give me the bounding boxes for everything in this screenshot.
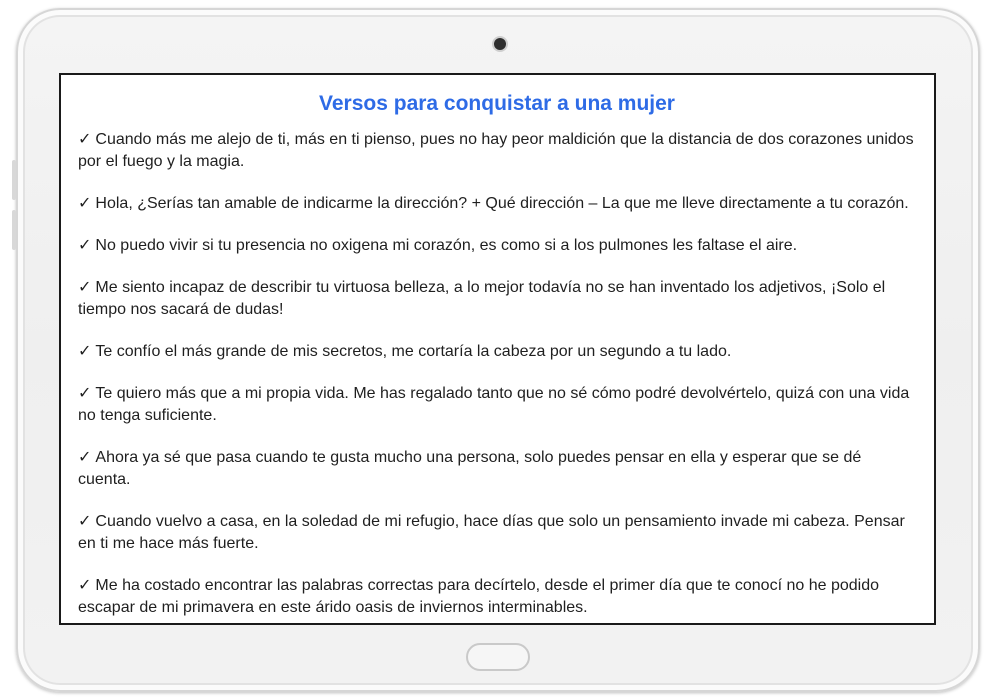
verse-item bbox=[78, 511, 916, 555]
article-content bbox=[61, 75, 934, 619]
check-icon: ✓ bbox=[78, 237, 92, 254]
verse-item bbox=[78, 575, 916, 619]
verse-item bbox=[78, 383, 916, 427]
verse-text: Hola, ¿Serías tan amable de indicarme la dirección? + Qué dirección – La que me lleve directamente a tu corazón. bbox=[95, 195, 909, 212]
verse-text: Me ha costado encontrar las palabras correctas para decírtelo, desde el primer día que te conocí no he podido escapar de mi primavera en este árido oasis de inviernos interminables. bbox=[78, 577, 879, 616]
verse-text: Ahora ya sé que pasa cuando te gusta mucho una persona, solo puedes pensar en ella y esperar que se dé cuenta. bbox=[78, 449, 862, 488]
verse-text: No puedo vivir si tu presencia no oxigena mi corazón, es como si a los pulmones les faltase el aire. bbox=[95, 237, 798, 254]
check-icon: ✓ bbox=[78, 577, 92, 594]
home-button[interactable] bbox=[466, 643, 530, 671]
verse-text: Cuando vuelvo a casa, en la soledad de mi refugio, hace días que solo un pensamiento invade mi cabeza. Pensar en ti me hace más fuerte. bbox=[78, 513, 905, 552]
verse-item bbox=[78, 129, 916, 173]
verse-text: Me siento incapaz de describir tu virtuosa belleza, a lo mejor todavía no se han inventado los adjetivos, ¡Solo el tiempo nos sacará de dudas! bbox=[78, 279, 886, 318]
screen bbox=[59, 73, 936, 625]
check-icon: ✓ bbox=[78, 279, 92, 296]
verse-item bbox=[78, 341, 916, 363]
side-button-top bbox=[12, 160, 16, 200]
check-icon: ✓ bbox=[78, 131, 92, 148]
verse-item bbox=[78, 277, 916, 321]
page-title: Versos para conquistar a una mujer bbox=[319, 92, 675, 115]
check-icon: ✓ bbox=[78, 343, 92, 360]
verse-item bbox=[78, 193, 916, 215]
check-icon: ✓ bbox=[78, 513, 92, 530]
verse-text: Te confío el más grande de mis secretos, me cortaría la cabeza por un segundo a tu lado. bbox=[95, 343, 732, 360]
camera-icon bbox=[494, 38, 506, 50]
check-icon: ✓ bbox=[78, 385, 92, 402]
verse-text: Cuando más me alejo de ti, más en ti pienso, pues no hay peor maldición que la distancia de dos corazones unidos por el fuego y la magia. bbox=[78, 131, 914, 170]
verse-item bbox=[78, 447, 916, 491]
verse-text: Te quiero más que a mi propia vida. Me has regalado tanto que no sé cómo podré devolvértelo, quizá con una vida no tenga suficiente. bbox=[78, 385, 910, 424]
check-icon: ✓ bbox=[78, 195, 92, 212]
check-icon: ✓ bbox=[78, 449, 92, 466]
side-button-bottom bbox=[12, 210, 16, 250]
verse-item bbox=[78, 235, 916, 257]
